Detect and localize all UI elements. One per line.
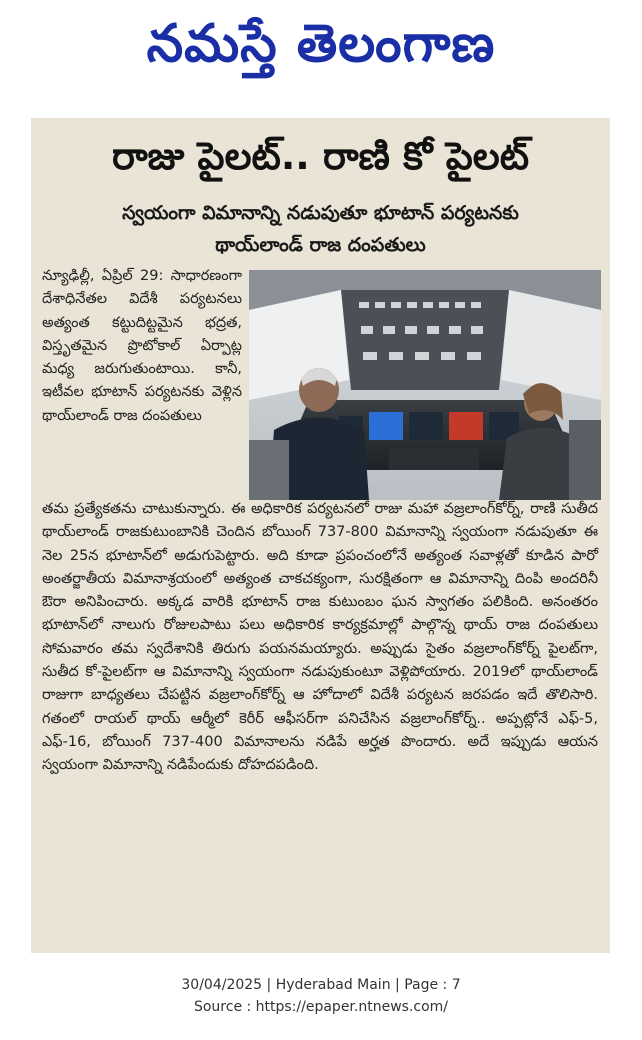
cockpit-photo — [249, 270, 601, 500]
headline: రాజు పైలట్.. రాణి కో పైలట్ — [111, 134, 530, 178]
cockpit-illustration — [249, 270, 601, 500]
subheadline-line-2: థాయ్‌లాండ్ రాజ దంపతులు — [215, 234, 426, 256]
masthead — [0, 0, 642, 100]
article-body-main: తమ ప్రత్యేకతను చాటుకున్నారు. ఈ అధికారిక పర్యటనలో రాజు మహా వజ్రలాంగ్‌కోర్న్, రాణి సుతీద థాయ్‌లాండ్ రాజకుటుంబానికి చెందిన బోయింగ్ 737-800 విమానాన్ని స్వయంగా నడుపుతూ ఈ నెల 25న భూటాన్‌లో అడుగుపెట్టారు. అది కూడా ప్రపంచంలోనే అత్యంత సవాళ్లతో కూడిన పారో అంతర్జాతీయ విమానాశ్రయంలో అత్యంత చాకచక్యంగా, సురక్షితంగా ఆ విమానాన్ని దింపి అందరినీ ఔరా అనిపించారు. అక్కడ వారికి భూటాన్ రాజ కుటుంబం ఘన స్వాగతం పలికింది. అనంతరం భూటాన్‌లో నాలుగు రోజులపాటు పలు అధికారిక కార్యక్రమాల్లో పాల్గొన్న థాయ్ రాజ దంపతులు సోమవారం తమ స్వదేశానికి తిరుగు పయనమయ్యారు. అప్పుడు సైతం వజ్రలాంగ్‌కోర్న్ పైలట్‌గా, సుతీద కో-పైలట్‌గా ఆ విమానాన్ని స్వయంగా నడుపుకుంటూ వెళ్లిపోయారు. 2019లో థాయ్‌లాండ్ రాజుగా బాధ్యతలు చేపట్టిన వజ్రలాంగ్‌కోర్న్ ఆ హోదాలో విదేశీ పర్యటన జరపడం ఇదే తొలిసారి. గతంలో రాయల్ థాయ్ ఆర్మీలో కెరీర్ ఆఫీసర్‌గా పనిచేసిన వజ్రలాంగ్‌కోర్న్.. అప్పట్లోనే ఎఫ్-5, ఎఫ్-16, బోయింగ్ 737-400 విమానాలను నడిపే అర్హత పొందారు. అదే ఇప్పుడు ఆయన స్వయంగా విమానాన్ని నడిపేందుకు దోహదపడింది. — [42, 501, 598, 774]
subheadline-line-1: స్వయంగా విమానాన్ని నడుపుతూ భూటాన్ పర్యటనకు — [122, 202, 519, 224]
news-clipping — [31, 118, 610, 953]
newspaper-title: నమస్తే తెలంగాణ — [146, 13, 496, 74]
footer-source-link[interactable]: Source : https://epaper.ntnews.com/ — [193, 999, 449, 1015]
footer-date-edition-page: 30/04/2025 | Hyderabad Main | Page : 7 — [181, 977, 461, 993]
article-body-left-column: న్యూఢిల్లీ, ఏప్రిల్ 29: సాధారణంగా దేశాధినేతల విదేశీ పర్యటనలు అత్యంత కట్టుదిట్టమైన భద్రత, విస్తృతమైన ప్రొటోకాల్ ఏర్పాట్ల మధ్య జరుగుతుంటాయి. కానీ, ఇటీవల భూటాన్ పర్యటనకు వెళ్లిన థాయ్‌లాండ్ రాజ దంపతులు — [42, 268, 242, 424]
